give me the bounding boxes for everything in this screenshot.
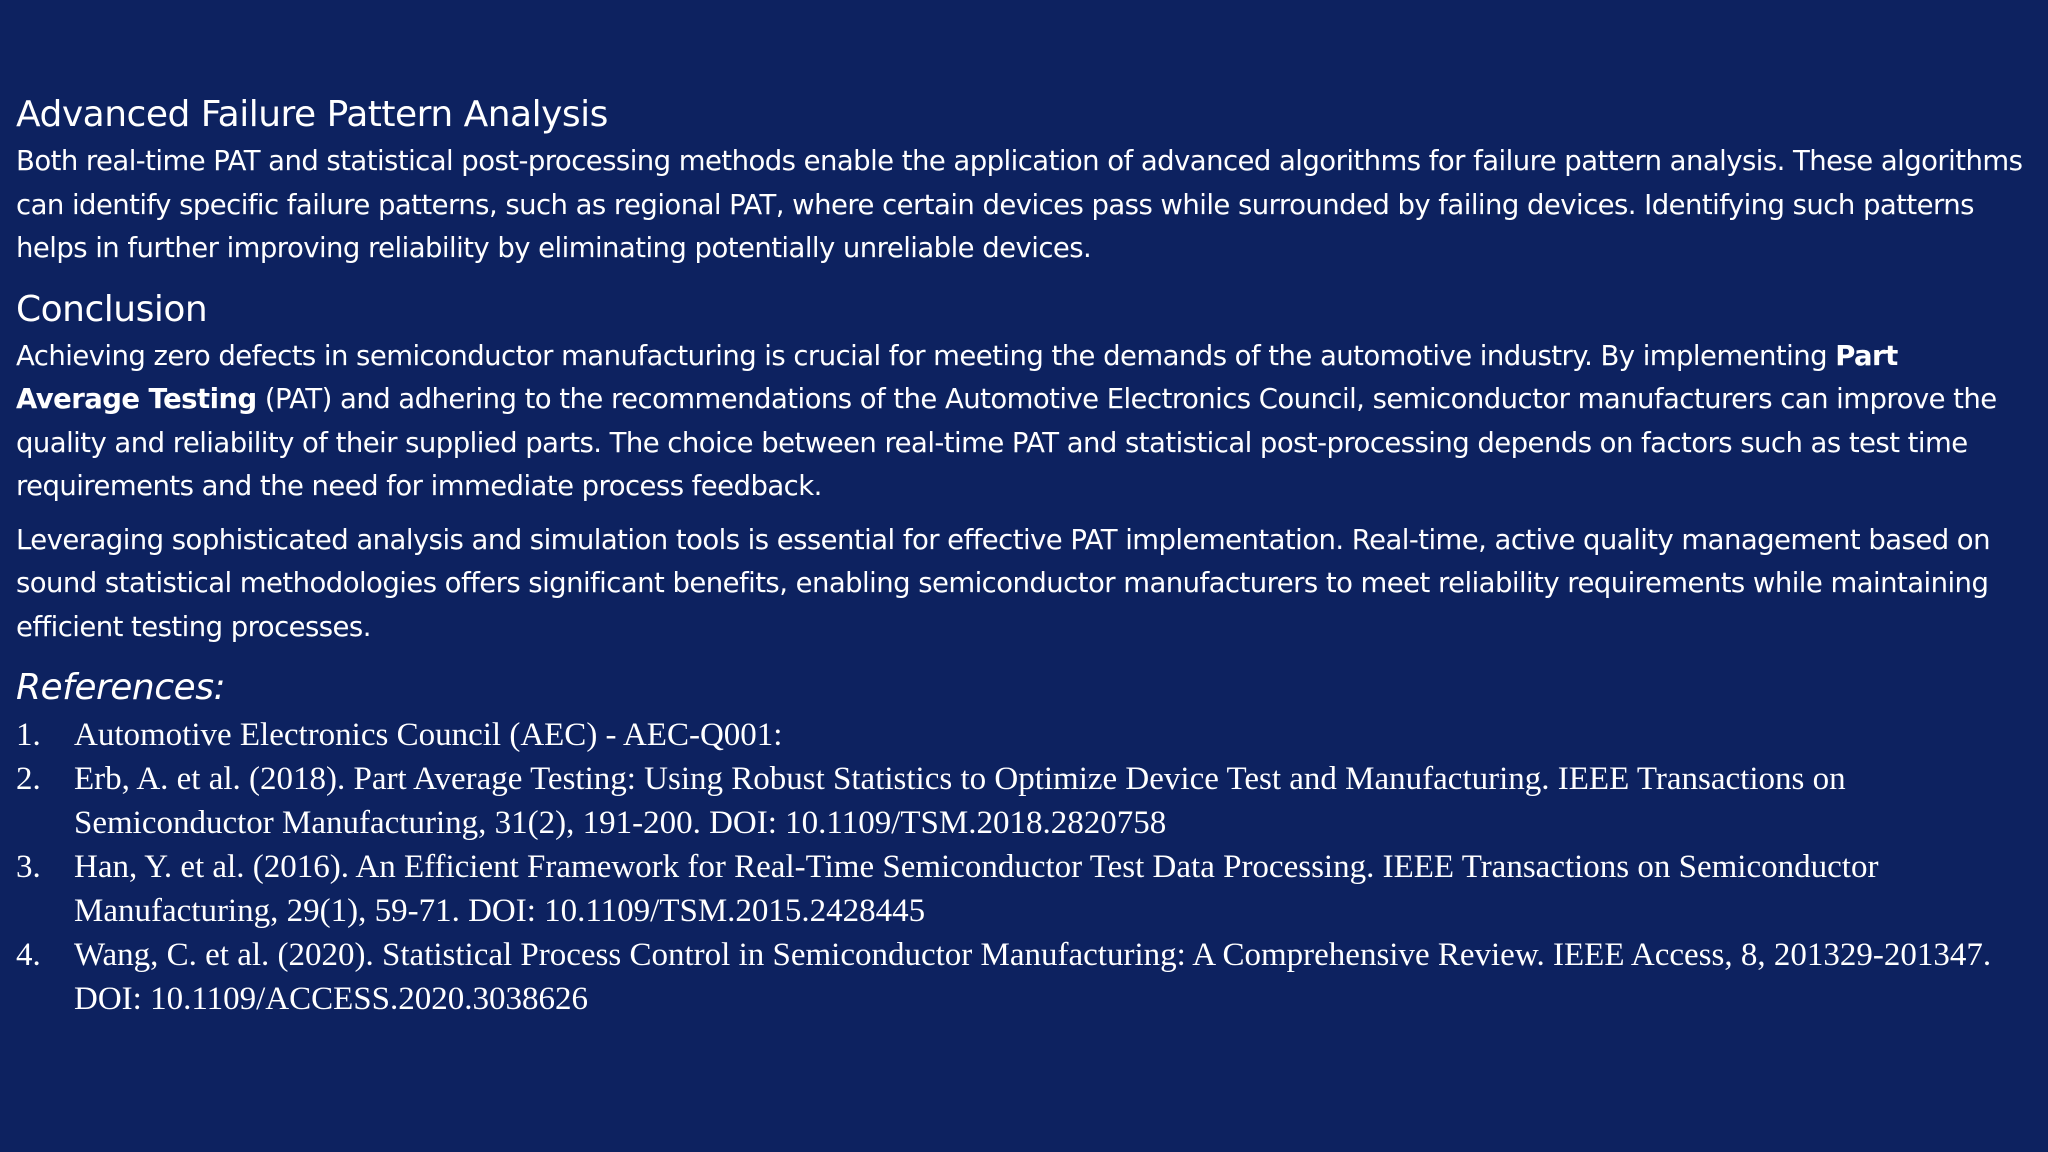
- reference-number: 2.: [16, 761, 41, 797]
- section-heading-failure-pattern: Advanced Failure Pattern Analysis: [16, 94, 608, 135]
- reference-text: Han, Y. et al. (2016). An Efficient Framework for Real-Time Semiconductor Test Data Processing. IEEE Transactions on Semiconductor Manufacturing, 29(1), 59-71. DOI: 10.1109/TSM.2015.2428445: [74, 849, 1879, 929]
- references-heading: References:: [16, 667, 226, 708]
- reference-text: Automotive Electronics Council (AEC) - AEC-Q001:: [74, 717, 783, 753]
- reference-text: Erb, A. et al. (2018). Part Average Testing: Using Robust Statistics to Optimize Device Test and Manufacturing. IEEE Transactions on Semiconductor Manufacturing, 31(2), 191-200. DOI: 10.1109/TSM.2018.2820758: [74, 761, 1846, 841]
- conclusion-paragraph-2: Leveraging sophisticated analysis and simulation tools is essential for effective PAT implementation. Real-time, active quality management based on sound statistical methodologies offers significant benefits, enabling semiconductor manufacturers to meet reliability requirements while maintaining efficient testing processes.: [16, 523, 1990, 643]
- reference-number: 4.: [16, 937, 41, 973]
- reference-item: [16, 757, 2026, 845]
- reference-number: 3.: [16, 849, 41, 885]
- section-heading-conclusion: Conclusion: [16, 288, 208, 330]
- reference-item: [16, 713, 2026, 757]
- conclusion-p1-end: (PAT) and adhering to the recommendations of the Automotive Electronics Council, semiconductor manufacturers can improve the quality and reliability of their supplied parts. The choice between real-time PAT and statistical post-processing depends on factors such as test time requirements and the need for immediate process feedback.: [16, 383, 1997, 502]
- conclusion-p1-bold: Part Average Testing: [16, 339, 1898, 415]
- conclusion-paragraph-1: [16, 335, 2026, 509]
- reference-text: Wang, C. et al. (2020). Statistical Process Control in Semiconductor Manufacturing: A Comprehensive Review. IEEE Access, 8, 201329-201347. DOI: 10.1109/ACCESS.2020.3038626: [74, 937, 1992, 1017]
- conclusion-p1-start: Achieving zero defects in semiconductor manufacturing is crucial for meeting the demands of the automotive industry. By implementing: [16, 339, 1836, 372]
- slide-content: [16, 90, 2026, 1021]
- reference-number: 1.: [16, 717, 41, 753]
- reference-item: [16, 933, 2026, 1021]
- reference-item: [16, 845, 2026, 933]
- references-list: [16, 713, 2026, 1021]
- failure-pattern-paragraph: Both real-time PAT and statistical post-processing methods enable the application of advanced algorithms for failure pattern analysis. These algorithms can identify specific failure patterns, such as regional PAT, where certain devices pass while surrounded by failing devices. Identifying such patterns helps in further improving reliability by eliminating potentially unreliable devices.: [16, 145, 2023, 264]
